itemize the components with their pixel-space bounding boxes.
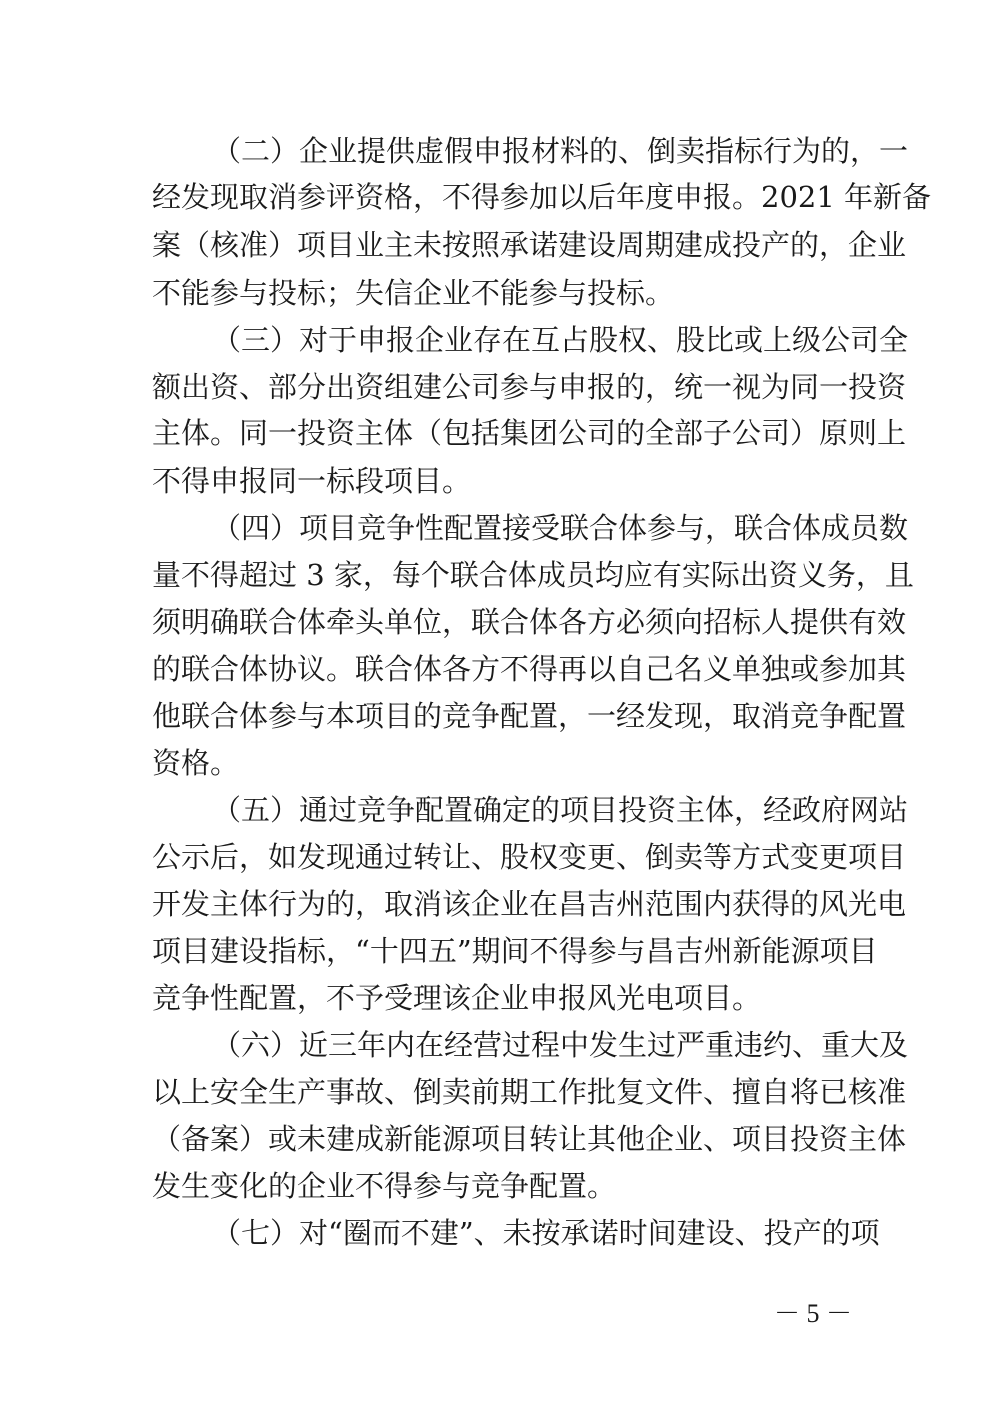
paragraph-3-line-3: 主体。同一投资主体（包括集团公司的全部子公司）原则上 [152,416,907,450]
paragraph-2-line-4: 不能参与投标；失信企业不能参与投标。 [152,276,675,310]
paragraph-6-line-1: （六）近三年内在经营过程中发生过严重违约、重大及 [212,1028,909,1062]
paragraph-6-line-3: （备案）或未建成新能源项目转让其他企业、项目投资主体 [152,1122,907,1156]
paragraph-5-line-5: 竞争性配置，不予受理该企业申报风光电项目。 [152,981,762,1015]
paragraph-5-line-1: （五）通过竞争配置确定的项目投资主体，经政府网站 [212,793,909,827]
paragraph-3-line-1: （三）对于申报企业存在互占股权、股比或上级公司全 [212,323,909,357]
paragraph-3-line-2: 额出资、部分出资组建公司参与申报的，统一视为同一投资 [152,370,907,404]
paragraph-5-line-2: 公示后，如发现通过转让、股权变更、倒卖等方式变更项目 [152,840,907,874]
page-number: － 5 － [773,1299,852,1328]
paragraph-4-line-5: 他联合体参与本项目的竞争配置，一经发现，取消竞争配置 [152,699,907,733]
paragraph-4-line-2: 量不得超过 3 家，每个联合体成员均应有实际出资义务，且 [152,558,914,592]
paragraph-2-line-2: 经发现取消参评资格，不得参加以后年度申报。2021 年新备 [152,180,932,214]
paragraph-2-line-3: 案（核准）项目业主未按照承诺建设周期建成投产的，企业 [152,228,907,262]
paragraph-4-line-1: （四）项目竞争性配置接受联合体参与，联合体成员数 [212,511,909,545]
paragraph-4-line-3: 须明确联合体牵头单位，联合体各方必须向招标人提供有效 [152,605,907,639]
paragraph-6-line-2: 以上安全生产事故、倒卖前期工作批复文件、擅自将已核准 [152,1075,907,1109]
paragraph-3-line-4: 不得申报同一标段项目。 [152,464,472,498]
paragraph-2-line-1: （二）企业提供虚假申报材料的、倒卖指标行为的，一 [212,134,909,168]
paragraph-5-line-3: 开发主体行为的，取消该企业在昌吉州范围内获得的风光电 [152,887,907,921]
paragraph-7-line-1: （七）对“圈而不建”、未按承诺时间建设、投产的项 [212,1216,880,1250]
paragraph-4-line-4: 的联合体协议。联合体各方不得再以自己名义单独或参加其 [152,652,907,686]
paragraph-6-line-4: 发生变化的企业不得参与竞争配置。 [152,1169,617,1203]
paragraph-5-line-4: 项目建设指标，“十四五”期间不得参与昌吉州新能源项目 [152,934,878,968]
paragraph-4-line-6: 资格。 [152,746,240,780]
